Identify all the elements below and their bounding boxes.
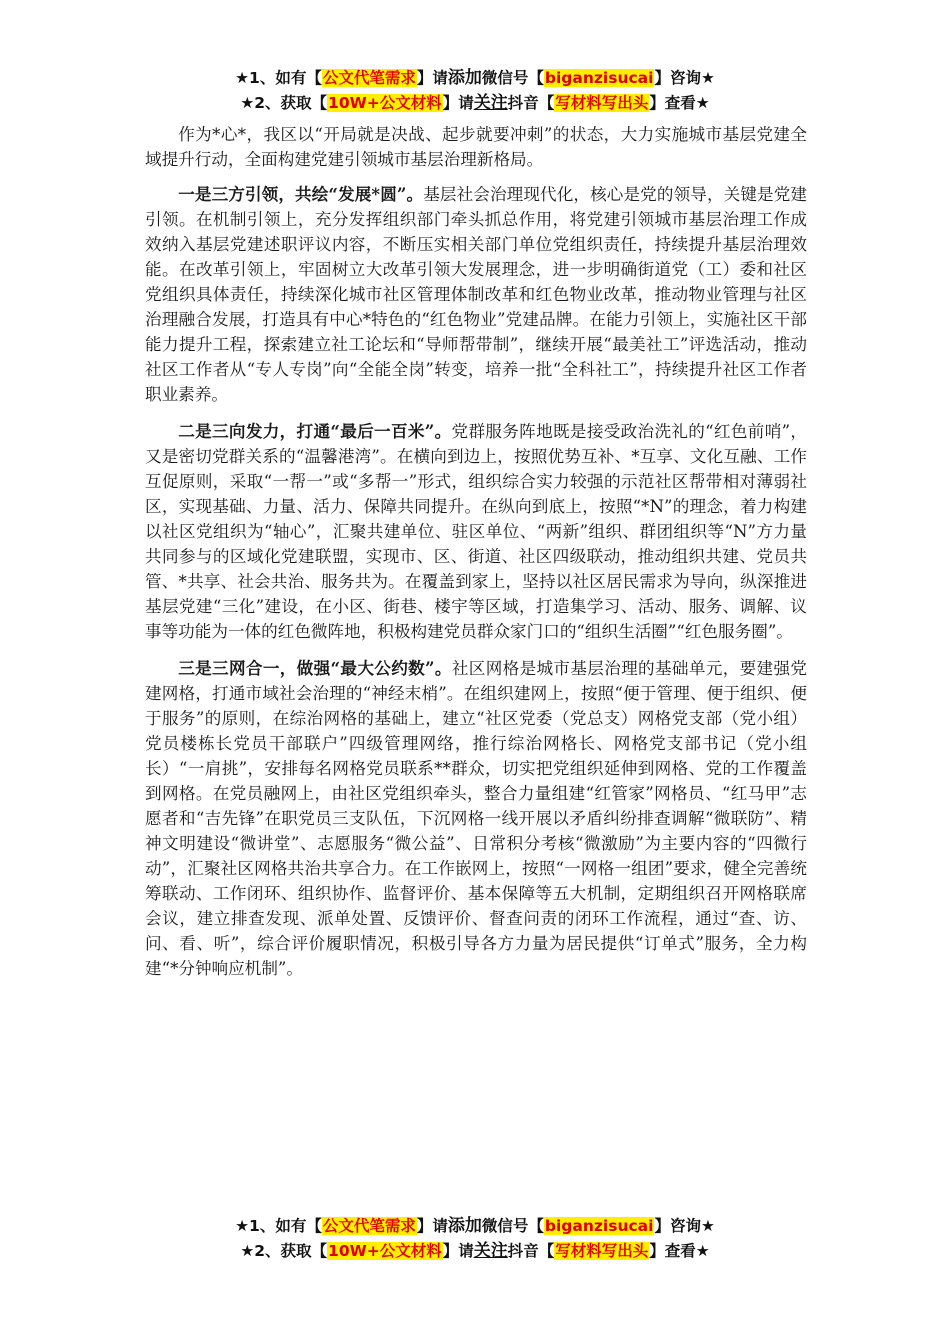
emphasis-text: 关注 [473, 93, 508, 113]
paragraph-2 [145, 419, 807, 644]
emphasis-text: 添加 [447, 1216, 482, 1236]
highlight-douyin-account: 写材料写出头 [555, 94, 649, 112]
banner-text: 2、获取【 [254, 1242, 328, 1260]
paragraph-heading: 一是三方引领，共绘“发展*圆”。 [178, 184, 424, 204]
highlight-materials: 10W+公文材料 [328, 94, 442, 112]
banner-text: 】请 [442, 1242, 474, 1260]
banner-text: 】咨询★ [654, 69, 715, 87]
star-icon: ★ [240, 94, 255, 112]
paragraph-heading: 三是三网合一，做强“最大公约数”。 [178, 658, 452, 678]
paragraph-heading: 二是三向发力，打通“最后一百米”。 [178, 421, 452, 441]
banner-text: 】请 [416, 1217, 448, 1235]
banner-text: 】查看★ [649, 1242, 710, 1260]
intro-paragraph: 作为*心*，我区以“开局就是决战、起步就要冲刺”的状态，大力实施城市基层党建全域提升行动，全面构建党建引领城市基层治理新格局。 [145, 125, 807, 169]
banner-line-1 [0, 1214, 950, 1239]
header-banner [0, 66, 950, 116]
banner-text: 微信号【 [481, 1217, 544, 1235]
banner-text: 抖音【 [507, 94, 555, 112]
footer-banner [0, 1214, 950, 1264]
paragraph-text: 党群服务阵地既是接受政治洗礼的“红色前哨”，又是密切党群关系的“温馨港湾”。在横向到边上，按照优势互补、*互享、文化互融、工作互促原则，采取“一帮一”或“多帮一”形式，组织综合实力较强的示范社区帮带相对薄弱社区，实现基础、力量、活力、保障共同提升。在纵向到底上，按照“*N”的理念，着力构建以社区党组织为“轴心”，汇聚共建单位、驻区单位、“两新”组织、群团组织等“N”方力量共同参与的区域化党建联盟，实现市、区、街道、社区四级联动，推动组织共建、党员共管、*共享、社会共治、服务共为。在覆盖到家上，坚持以社区居民需求为导向，纵深推进基层党建“三化”建设，在小区、街巷、楼宇等区域，打造集学习、活动、服务、调解、议事等功能为一体的红色微阵地，积极构建党员群众家门口的“组织生活圈”“红色服务圈”。 [145, 422, 808, 641]
document-body [145, 122, 807, 993]
banner-text: 1、如有【 [249, 1217, 322, 1235]
emphasis-text: 关注 [473, 1241, 508, 1261]
banner-text: 】请 [416, 69, 448, 87]
paragraph-text: 社区网格是城市基层治理的基础单元，要建强党建网格，打通市域社会治理的“神经末梢”。在组织建网上，按照“便于管理、便于组织、便于服务”的原则，在综治网格的基础上，建立“社区党委（党总支）网格党支部（党小组）党员楼栋长党员干部联户”四级管理网络，推行综治网格长、网格党支部书记（党小组长）“一肩挑”，安排每名网格党员联系**群众，切实把党组织延伸到网格、党的工作覆盖到网格。在党员融网上，由社区党组织牵头，整合力量组建“红管家”网格员、“红马甲”志愿者和“吉先锋”在职党员三支队伍，下沉网格一线开展以矛盾纠纷排查调解“微联防”、精神文明建设“微讲堂”、志愿服务“微公益”、日常积分考核“微激励”为主要内容的“四微行动”，汇聚社区网格共治共享合力。在工作嵌网上，按照“一网格一组团”要求，健全完善统筹联动、工作闭环、组织协作、监督评价、基本保障等五大机制，定期组织召开网格联席会议，建立排查发现、派单处置、反馈评价、督查问责的闭环工作流程，通过“查、访、问、看、听”，综合评价履职情况，积极引导各方力量为居民提供“订单式”服务，全力构建“*分钟响应机制”。 [145, 659, 807, 978]
banner-text: 】咨询★ [654, 1217, 715, 1235]
star-icon: ★ [235, 1217, 250, 1235]
highlight-service: 公文代笔需求 [322, 69, 416, 87]
banner-text: 微信号【 [481, 69, 544, 87]
paragraph-1 [145, 182, 807, 407]
banner-line-1 [0, 66, 950, 91]
paragraph-3 [145, 656, 807, 981]
banner-text: 1、如有【 [249, 69, 322, 87]
banner-text: 】请 [442, 94, 474, 112]
highlight-wechat-id: biganzisucai [544, 1217, 654, 1235]
banner-line-2 [0, 1239, 950, 1264]
banner-text: 】查看★ [649, 94, 710, 112]
banner-line-2 [0, 91, 950, 116]
highlight-douyin-account: 写材料写出头 [555, 1242, 649, 1260]
star-icon: ★ [235, 69, 250, 87]
highlight-service: 公文代笔需求 [322, 1217, 416, 1235]
highlight-wechat-id: biganzisucai [544, 69, 654, 87]
banner-text: 2、获取【 [254, 94, 328, 112]
emphasis-text: 添加 [447, 68, 482, 88]
banner-text: 抖音【 [507, 1242, 555, 1260]
paragraph-text: 基层社会治理现代化，核心是党的领导，关键是党建引领。在机制引领上，充分发挥组织部门牵头抓总作用，将党建引领城市基层治理工作成效纳入基层党建述职评议内容，不断压实相关部门单位党组织责任，持续提升基层治理效能。在改革引领上，牢固树立大改革引领大发展理念，进一步明确街道党（工）委和社区党组织具体责任，持续深化城市社区管理体制改革和红色物业改革，推动物业管理与社区治理融合发展，打造具有中心*特色的“红色物业”党建品牌。在能力引领上，实施社区干部能力提升工程，探索建立社工论坛和“导师帮带制”，继续开展“最美社工”评选活动，推动社区工作者从“专人专岗”向“全能全岗”转变，培养一批“全科社工”，持续提升社区工作者职业素养。 [145, 185, 807, 404]
star-icon: ★ [240, 1242, 255, 1260]
highlight-materials: 10W+公文材料 [328, 1242, 442, 1260]
